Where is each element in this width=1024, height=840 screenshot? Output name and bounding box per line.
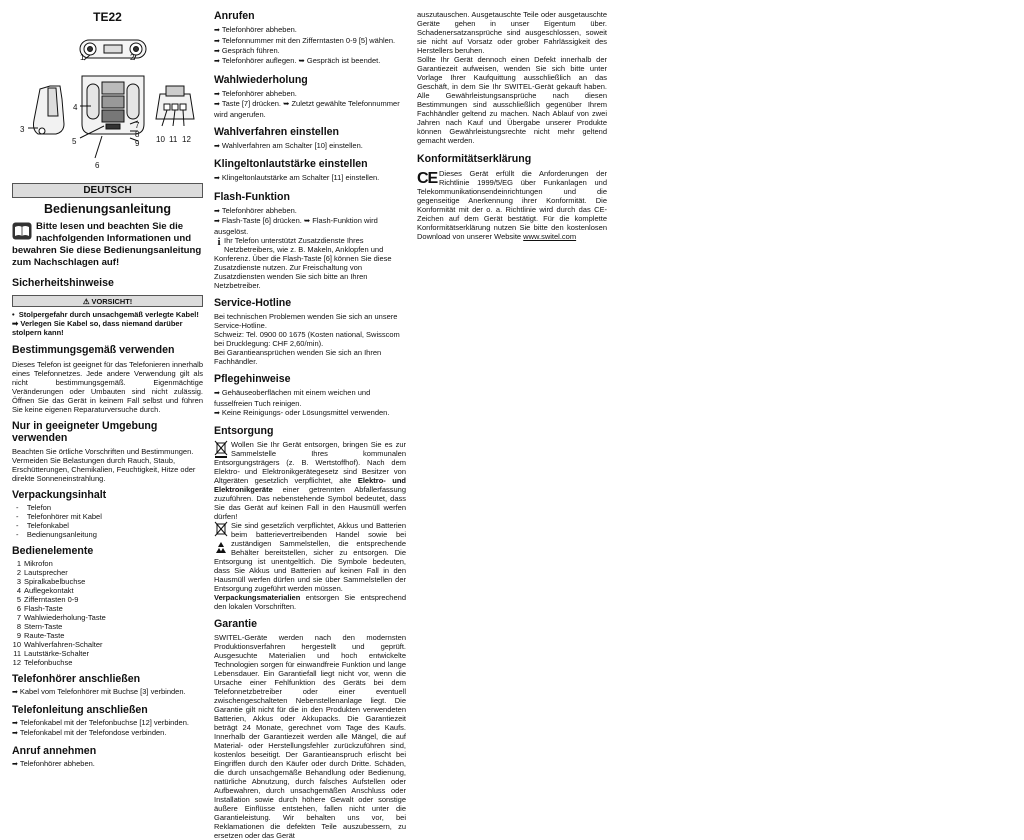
package-item: - Telefon <box>16 503 203 512</box>
step-item: ➡ Gehäuseoberflächen mit einem weichen und fusselfreien Tuch reinigen. <box>214 388 406 407</box>
warranty-text-continued: auszutauschen. Ausgetauschte Teile oder ausgetauschte Geräte gehen in unser Eigentum über. Schadenersatzansprüche sind ausgeschlossen, soweit sie nicht auf Vorsatz oder grober Fahrlässigkeit des Herstellers beruhen. <box>417 10 607 55</box>
warranty-text: SWITEL-Geräte werden nach den modernsten Produktionsverfahren hergestellt und geprüft. Ausgesuchte Materialien und hoch entwickelte Technologien sorgen für einwandfreie Funktion und lange Lebensdauer. Ein Garantiefall liegt nicht vor, wenn die Ursache einer Fehlfunktion des Geräts bei dem Telefonnetzbetreiber oder einer eventuell zwischengeschalteten Nebenstellenanlage liegt. Die Garantie gilt nicht für die in den Produkten verwendeten Batterien, Akkus oder Akkupacks. Die Garantiezeit beträgt 24 Monate, gerechnet vom Tage des Kaufs. Innerhalb der Garantiezeit werden alle Mängel, die auf Material- oder Herstellungsfehler zurückzuführen sind, kostenlos beseitigt. Der Garantieanspruch erlischt bei Eingriffen durch den Käufer oder durch Dritte. Schäden, die durch unsachgemäße Behandlung oder Bedienung, natürliche Abnutzung, durch falsches Aufstellen oder Aufbewahren, durch unsachgemäßen Anschluss oder Installation sowie durch höhere Gewalt oder sonstige äußere Einflüsse entstehen, fallen nicht unter die Garantieleistung. Wir behalten uns vor, bei Reklamationen die defekten Teile auszubessern, zu ersetzen oder das Gerät <box>214 633 406 840</box>
environment-text-1: Beachten Sie örtliche Vorschriften und Bestimmungen. <box>12 446 194 456</box>
intended-use-text: Dieses Telefon ist geeignet für das Telefonieren innerhalb eines Telefonnetzes. Jede andere Verwendung gilt als nicht bestimmungsgemäß. Eigenmächtige Veränderungen oder Umbauten sind nicht zulässig. Öffnen Sie das Gerät in keinem Fall selbst und führen Sie keine eigenen Reparaturversuche durch. <box>12 359 203 414</box>
controls-heading: Bedienelemente <box>12 545 94 558</box>
ring-volume-heading: Klingeltonlautstärke einstellen <box>214 158 368 171</box>
control-item: 1 Mikrofon <box>16 559 53 569</box>
ce-mark-icon: CE <box>417 170 438 188</box>
dial-mode-heading: Wahlverfahren einstellen <box>214 125 340 138</box>
control-item: 5 Zifferntasten 0-9 <box>16 595 79 605</box>
conformity-text: CE Dieses Gerät erfüllt die Anforderungen der Richtlinie 1999/5/EG über Funkanlagen und Telekommunikationsendeinrichtungen und die gegenseitige Anerkennung ihrer Konformität. Die Konformität mit der o. a. Richtlinie wird durch das CE-Zeichen auf dem Gerät bestätigt. Für die komplette Konformitätserklärung nutzen Sie bitte den kostenlosen Download von unserer Website www.switel.com <box>417 169 607 242</box>
connect-handset-heading: Telefonhörer anschließen <box>12 673 141 686</box>
safety-item: • Stolpergefahr durch unsachgemäß verlegte Kabel! <box>12 310 199 320</box>
environment-text-2: Vermeiden Sie Belastungen durch Rauch, Staub, Erschütterungen, Chemikalien, Feuchtigkeit, Hitze oder direkte Sonneneinstrahlung. <box>12 455 196 483</box>
ring-volume-list <box>214 173 406 183</box>
control-item: 12 Telefonbuchse <box>12 658 73 668</box>
step-item: ➡ Telefonhörer auflegen. ➥ Gespräch ist beendet. <box>214 56 406 66</box>
package-item: - Bedienungsanleitung <box>16 530 203 539</box>
step-item: ➡ Taste [7] drücken. ➥ Zuletzt gewählte Telefonnummer wird angerufen. <box>214 99 406 118</box>
figure-label-8: 8 <box>135 130 140 140</box>
figure-label-11: 11 <box>169 135 178 145</box>
warranty-heading: Garantie <box>214 618 257 631</box>
call-list <box>214 25 406 67</box>
safety-heading: Sicherheitshinweise <box>12 277 114 290</box>
connect-line-heading: Telefonleitung anschließen <box>12 703 148 716</box>
figure-label-6: 6 <box>95 161 100 171</box>
control-item: 11 Lautstärke-Schalter <box>13 649 90 659</box>
control-item: 6 Flash-Taste <box>16 604 63 614</box>
environment-heading: Nur in geeigneter Umgebung verwenden <box>12 419 158 444</box>
model-name: TE22 <box>93 10 122 24</box>
hotline-text-1: Bei technischen Problemen wenden Sie sich an unsere Service-Hotline. <box>214 311 398 330</box>
dial-mode-list <box>214 141 406 151</box>
recycle-icon <box>214 541 228 555</box>
step-item: ➡ Telefonhörer abheben. <box>214 206 406 216</box>
step-item: ➡ Flash-Taste [6] drücken. ➥ Flash-Funktion wird ausgelöst. <box>214 216 406 235</box>
disposal-text-3: Verpackungsmaterialien entsorgen Sie entsprechend den lokalen Vorschriften. <box>214 593 406 612</box>
package-item: - Telefonhörer mit Kabel <box>16 512 203 521</box>
device-figure <box>12 24 203 171</box>
warning-bar <box>12 295 203 307</box>
control-item: 7 Wahlwiederholung-Taste <box>16 613 106 623</box>
figure-label-9: 9 <box>135 139 140 149</box>
safety-item: ➡ Verlegen Sie Kabel so, dass niemand darüber stolpern kann! <box>12 319 183 338</box>
bullet-icon: • <box>12 310 19 320</box>
flash-note: i Ihr Telefon unterstützt Zusatzdienste Ihres Netzbetreibers, wie z. B. Makeln, Anklopfen und Konferenz. Über die Flash-Taste [6] können Sie diese Zusatzdienste nutzen. Zur Freischaltung von Zusatzdiensten wenden Sie sich bitte an Ihren Netzbetreiber. <box>214 235 392 290</box>
figure-label-3: 3 <box>20 125 25 135</box>
care-heading: Pflegehinweise <box>214 372 291 385</box>
document-title: Bedienungsanleitung <box>43 202 172 217</box>
step-item: ➡ Gespräch führen. <box>214 46 406 56</box>
figure-label-7: 7 <box>135 121 140 131</box>
hotline-heading: Service-Hotline <box>214 296 292 309</box>
figure-label-10: 10 <box>156 135 165 145</box>
control-item: 2 Lautsprecher <box>16 568 68 578</box>
intro-text: Bitte lesen und beachten Sie die nachfolgenden Informationen und bewahren Sie diese Bedienungsanleitung zum Nachschlagen auf! <box>12 221 202 268</box>
step-item: ➡ Telefonkabel mit der Telefonbuchse [12] verbinden. <box>12 718 203 728</box>
figure-label-5: 5 <box>72 137 77 147</box>
hotline-text-2: Schweiz: Tel. 0900 00 1675 (Kosten national, Swisscom bei Drucklegung: CHF 2,60/min). <box>214 329 400 348</box>
intro-notice <box>12 221 203 268</box>
answer-heading: Anruf annehmen <box>12 744 97 757</box>
warning-triangle-icon: ⚠ <box>82 297 90 307</box>
disposal-heading: Entsorgung <box>214 424 274 437</box>
redial-list <box>214 89 406 119</box>
control-item: 8 Stern-Taste <box>16 622 63 632</box>
disposal-text-2: Sie sind gesetzlich verpflichtet, Akkus und Batterien beim batterievertreibenden Handel sowie bei zuständigen Sammelstellen, die entsprechende Behälter bereitstellen, sicher zu entsorgen. Die Entsorgung ist unentgeltlich. Die Symbole bedeuten, dass Sie Akkus und Batterien auf keinen Fall in den Hausmüll werfen dürfen und sie über Sammelstellen der Entsorgung zugeführt werden müssen. <box>214 521 406 594</box>
website-link[interactable]: www.switel.com <box>523 232 577 242</box>
package-list <box>12 503 203 539</box>
arrow-right-icon: ➡ <box>12 319 21 329</box>
language-bar: DEUTSCH <box>12 183 203 198</box>
redial-heading: Wahlwiederholung <box>214 73 308 86</box>
connect-handset-list <box>12 687 203 697</box>
call-heading: Anrufen <box>214 10 255 22</box>
flash-heading: Flash-Funktion <box>214 190 290 203</box>
hotline-text-3: Bei Garantieansprüchen wenden Sie sich an Ihren Fachhändler. <box>214 347 382 366</box>
package-heading: Verpackungsinhalt <box>12 488 107 501</box>
column-left <box>12 0 203 769</box>
step-item: ➡ Klingeltonlautstärke am Schalter [11] einstellen. <box>214 173 406 183</box>
disposal-text-1: Wollen Sie Ihr Gerät entsorgen, bringen Sie es zur Sammelstelle Ihres kommunalen Entsorgungsträgers (z. B. Wertstoffhof). Nach dem Elektro- und Elektronikgerätegesetz sind Besitzer von Altgeräten gesetzlich verpflichtet, alte Elektro- und Elektronikgeräte einer getrennten Abfallerfassung zuzuführen. Das nebenstehende Symbol bedeutet, dass Sie das Gerät auf keinen Fall in den Hausmüll werfen dürfen! <box>214 440 406 522</box>
package-item: - Telefonkabel <box>16 521 203 530</box>
step-item: ➡ Kabel vom Telefonhörer mit Buchse [3] verbinden. <box>12 687 203 697</box>
step-item: ➡ Telefonnummer mit den Zifferntasten 0-9 [5] wählen. <box>214 36 406 46</box>
step-item: ➡ Keine Reinigungs- oder Lösungsmittel verwenden. <box>214 408 406 418</box>
column-middle <box>214 10 406 840</box>
conformity-heading: Konformitätserklärung <box>417 153 532 165</box>
manual-book-icon <box>12 222 32 240</box>
disposal-icons <box>214 521 228 555</box>
step-item: ➡ Telefonhörer abheben. <box>214 89 406 99</box>
step-item: ➡ Telefonhörer abheben. <box>214 25 406 35</box>
intended-use-heading: Bestimmungsgemäß verwenden <box>12 344 175 357</box>
control-item: 3 Spiralkabelbuchse <box>16 577 86 587</box>
figure-label-1: 1 <box>80 53 85 63</box>
connect-line-list <box>12 718 203 739</box>
control-item: 10 Wahlverfahren-Schalter <box>12 640 103 650</box>
step-item: ➡ Telefonhörer abheben. <box>12 759 203 769</box>
controls-list <box>12 559 203 667</box>
crossed-out-bin-icon <box>214 440 228 458</box>
warranty-text-2: Sollte Ihr Gerät dennoch einen Defekt innerhalb der Garantiezeit aufweisen, wenden Sie sich bitte unter Vorlage Ihrer Kaufquittung ausschließlich an das Geschäft, in dem Sie Ihr SWITEL-Gerät gekauft haben. Alle Gewährleistungsansprüche nach diesen Bestimmungen sind ausschließlich gegenüber Ihrem Fachhändler geltend zu machen. Nach Ablauf von zwei Jahren nach Kauf und Übergabe unserer Produkte können Gewährleistungsrechte nicht mehr geltend gemacht werden. <box>417 55 607 145</box>
column-right <box>417 10 607 241</box>
warning-label: VORSICHT! <box>91 297 133 307</box>
crossed-out-bin-icon <box>214 521 228 537</box>
answer-list <box>12 759 203 769</box>
flash-list <box>214 206 406 236</box>
figure-label-12: 12 <box>182 135 191 145</box>
safety-list <box>12 310 203 337</box>
step-item: ➡ Telefonkabel mit der Telefondose verbinden. <box>12 728 203 738</box>
figure-label-2: 2 <box>130 53 135 63</box>
care-list <box>214 388 406 418</box>
info-icon: i <box>217 235 221 248</box>
device-illustration <box>12 24 203 171</box>
figure-label-4: 4 <box>73 103 78 113</box>
control-item: 9 Raute-Taste <box>16 631 65 641</box>
step-item: ➡ Wahlverfahren am Schalter [10] einstellen. <box>214 141 406 151</box>
control-item: 4 Auflegekontakt <box>16 586 74 596</box>
